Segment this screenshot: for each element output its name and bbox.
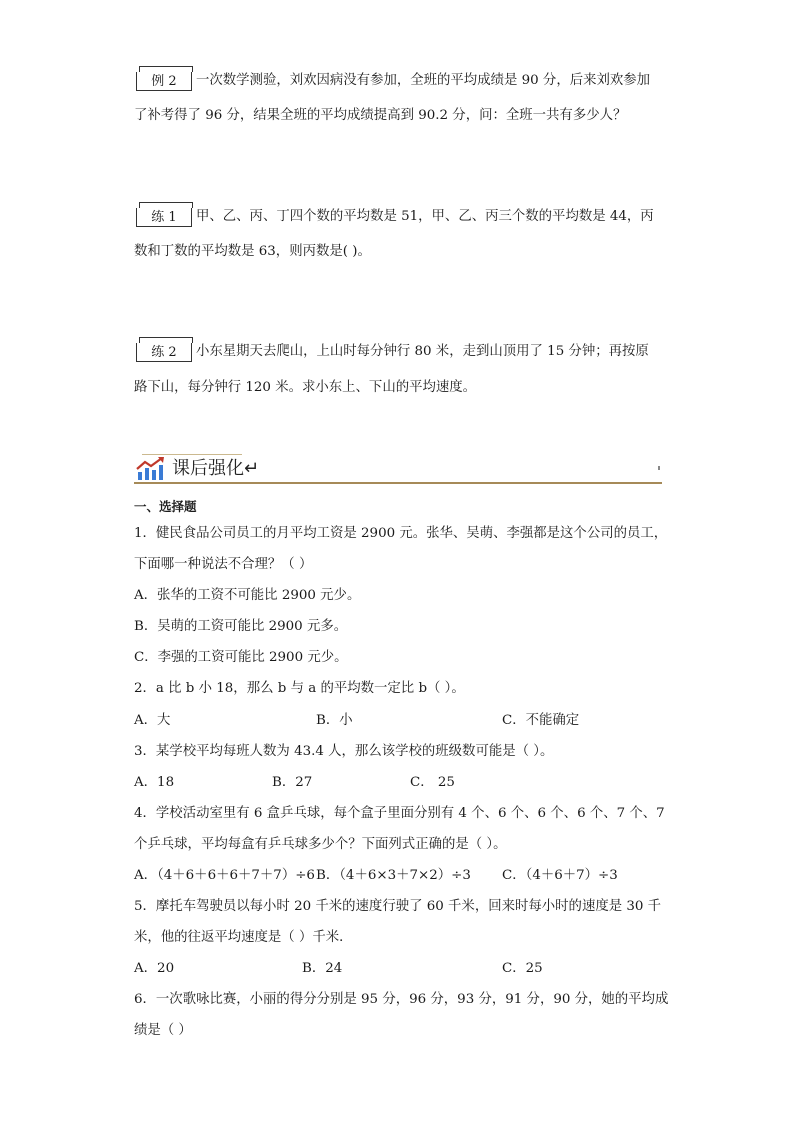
example-2-line-2: 了补考得了 96 分，结果全班的平均成绩提高到 90.2 分，问：全班一共有多少人？ <box>134 108 627 123</box>
practice-1-tag-label: 练 1 <box>151 210 177 225</box>
practice-1-line-1: 甲、乙、丙、丁四个数的平均数是 51，甲、乙、丙三个数的平均数是 44，丙 <box>196 209 654 224</box>
q5-option-a: A．20 <box>134 961 175 976</box>
q3-option-b: B．27 <box>272 775 313 790</box>
q2-option-c: C．不能确定 <box>502 713 580 728</box>
q4-option-a: A．（4＋6＋6＋6＋7＋7）÷6 <box>134 868 315 883</box>
q6-line-1: 6．一次歌咏比赛，小丽的得分分别是 95 分，96 分，93 分，91 分，90 分，她的平均成 <box>134 992 669 1007</box>
practice-2-line-2: 路下山，每分钟行 120 米。求小东上、下山的平均速度。 <box>134 380 477 395</box>
q5-line-2: 米，他的往返平均速度是（ ）千米． <box>134 930 353 945</box>
example-2-line-1: 一次数学测验，刘欢因病没有参加，全班的平均成绩是 90 分，后来刘欢参加 <box>196 73 651 88</box>
q1-option-a: A．张华的工资不可能比 2900 元少。 <box>134 588 361 603</box>
q3-line-1: 3．某学校平均每班人数为 43.4 人，那么该学校的班级数可能是（ ）。 <box>134 744 554 759</box>
practice-1-tag <box>136 208 192 227</box>
q4-option-c: C．（4＋6＋7）÷3 <box>502 868 618 883</box>
q2-option-a: A．大 <box>134 713 171 728</box>
bar-chart-arrow-icon <box>136 456 166 482</box>
q4-line-2: 个乒乓球，平均每盒有乒乓球多少个？下面列式正确的是（ ）。 <box>134 837 507 852</box>
q4-option-b: B．（4＋6×3＋7×2）÷3 <box>316 868 471 883</box>
q3-option-c: C． 25 <box>410 775 455 790</box>
q1-option-c: C．李强的工资可能比 2900 元少。 <box>134 650 348 665</box>
practice-1-line-2: 数和丁数的平均数是 63，则丙数是( )。 <box>134 244 371 259</box>
q2-line-1: 2．a 比 b 小 18，那么 b 与 a 的平均数一定比 b（ ）。 <box>134 681 465 696</box>
q6-line-2: 绩是（ ） <box>134 1023 192 1038</box>
q2-option-b: B．小 <box>316 713 353 728</box>
q1-line-2: 下面哪一种说法不合理？（ ） <box>134 557 313 572</box>
practice-2-line-1: 小东星期天去爬山，上山时每分钟行 80 米，走到山顶用了 15 分钟；再按原 <box>196 344 649 359</box>
example-2-tag-label: 例 2 <box>151 74 177 89</box>
q3-option-a: A．18 <box>134 775 175 790</box>
practice-2-tag-label: 练 2 <box>151 345 177 360</box>
section-rule <box>134 482 662 484</box>
practice-2-tag <box>136 343 192 362</box>
part-1-title: 一、选择题 <box>134 499 197 514</box>
q4-line-1: 4．学校活动室里有 6 盒乒乓球，每个盒子里面分别有 4 个、6 个、6 个、6 个、7 个、7 <box>134 806 665 821</box>
q5-line-1: 5．摩托车驾驶员以每小时 20 千米的速度行驶了 60 千米，回来时每小时的速度是 30 千 <box>134 899 662 914</box>
q1-option-b: B．吴萌的工资可能比 2900 元多。 <box>134 619 348 634</box>
q1-line-1: 1．健民食品公司员工的月平均工资是 2900 元。张华、吴萌、李强都是这个公司的员工， <box>134 526 668 541</box>
header-end-mark <box>658 466 660 470</box>
q5-option-c: C．25 <box>502 961 543 976</box>
section-header <box>134 452 662 486</box>
section-title: 课后强化↵ <box>172 458 260 479</box>
q5-option-b: B．24 <box>302 961 343 976</box>
example-2-tag <box>136 72 192 91</box>
